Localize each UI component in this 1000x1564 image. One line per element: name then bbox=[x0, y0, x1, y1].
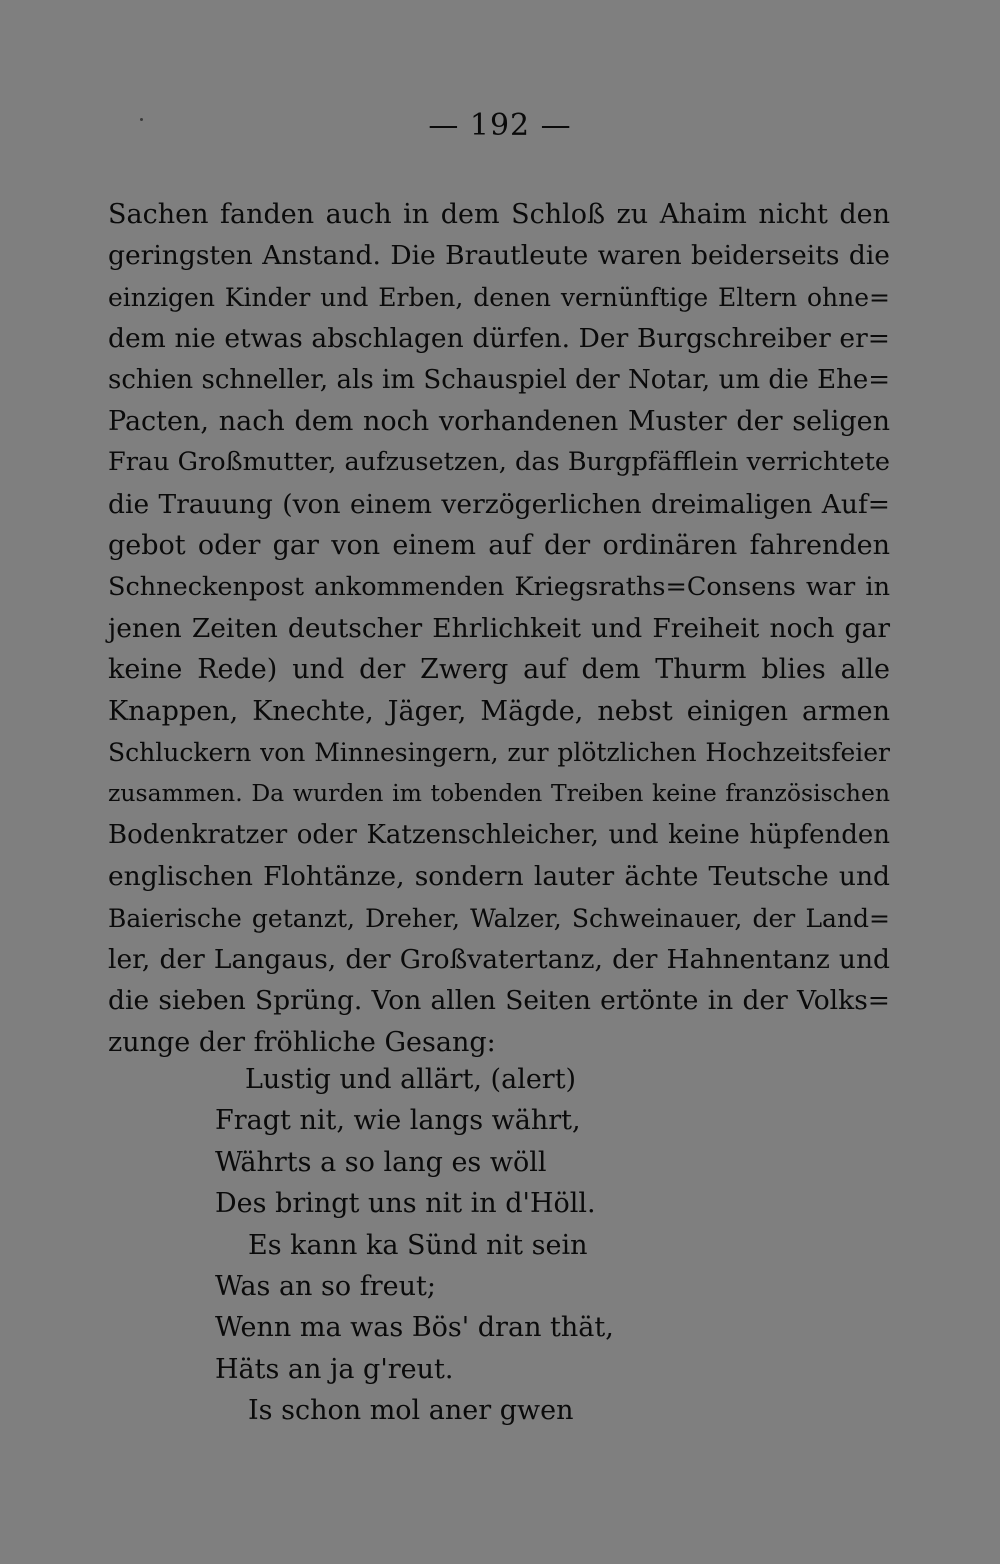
verse-line: Es kann ka Sünd nit sein bbox=[248, 1229, 588, 1261]
text-line: Schneckenpost ankommenden Kriegsraths=Consens war in bbox=[108, 571, 890, 602]
text-line: Frau Großmutter, aufzusetzen, das Burgpfäfflein verrichtete bbox=[108, 447, 890, 478]
text-line: geringsten Anstand. Die Brautleute waren beiderseits die bbox=[108, 240, 890, 272]
verse-line: Lustig und allärt, (alert) bbox=[245, 1064, 577, 1095]
text-line: dem nie etwas abschlagen dürfen. Der Burgschreiber er= bbox=[108, 323, 890, 355]
text-line: zunge der fröhliche Gesang: bbox=[108, 1026, 496, 1058]
verse-block bbox=[0, 1059, 1000, 1432]
text-line: Pacten, nach dem noch vorhandenen Muster der seligen bbox=[108, 405, 890, 437]
text-line: einzigen Kinder und Erben, denen vernünftige Eltern ohne= bbox=[108, 282, 890, 312]
text-line: Baierische getanzt, Dreher, Walzer, Schweinauer, der Land= bbox=[108, 903, 890, 933]
verse-line: Währts a so lang es wöll bbox=[215, 1146, 547, 1178]
text-line: Sachen fanden auch in dem Schloß zu Ahaim nicht den bbox=[108, 199, 890, 230]
verse-line: Was an so freut; bbox=[215, 1270, 436, 1302]
verse-line: Fragt nit, wie langs währt, bbox=[215, 1105, 581, 1137]
text-line: Schluckern von Minnesingern, zur plötzlichen Hochzeitsfeier bbox=[108, 738, 890, 768]
text-line: keine Rede) und der Zwerg auf dem Thurm blies alle bbox=[108, 654, 890, 686]
text-line: englischen Flohtänze, sondern lauter ächte Teutsche und bbox=[108, 861, 890, 893]
text-line: Bodenkratzer oder Katzenschleicher, und keine hüpfenden bbox=[108, 819, 890, 850]
text-line: schien schneller, als im Schauspiel der Notar, um die Ehe= bbox=[108, 364, 890, 395]
text-line: die Trauung (von einem verzögerlichen dreimaligen Auf= bbox=[108, 488, 890, 520]
verse-line: Wenn ma was Bös' dran thät, bbox=[215, 1312, 614, 1344]
verse-line: Is schon mol aner gwen bbox=[248, 1395, 574, 1427]
text-line: gebot oder gar von einem auf der ordinären fahrenden bbox=[108, 530, 890, 562]
text-line: ler, der Langaus, der Großvatertanz, der Hahnentanz und bbox=[108, 944, 890, 976]
verse-line: Häts an ja g'reut. bbox=[215, 1353, 454, 1385]
body-text bbox=[108, 194, 890, 1063]
text-line: die sieben Sprüng. Von allen Seiten ertönte in der Volks= bbox=[108, 985, 890, 1017]
text-line: Knappen, Knechte, Jäger, Mägde, nebst einigen armen bbox=[108, 695, 890, 727]
verse-line: Des bringt uns nit in d'Höll. bbox=[215, 1188, 596, 1220]
text-line: jenen Zeiten deutscher Ehrlichkeit und Freiheit noch gar bbox=[108, 612, 890, 644]
page-number: — 192 — bbox=[428, 108, 572, 143]
text-line: zusammen. Da wurden im tobenden Treiben keine französischen bbox=[108, 779, 890, 808]
